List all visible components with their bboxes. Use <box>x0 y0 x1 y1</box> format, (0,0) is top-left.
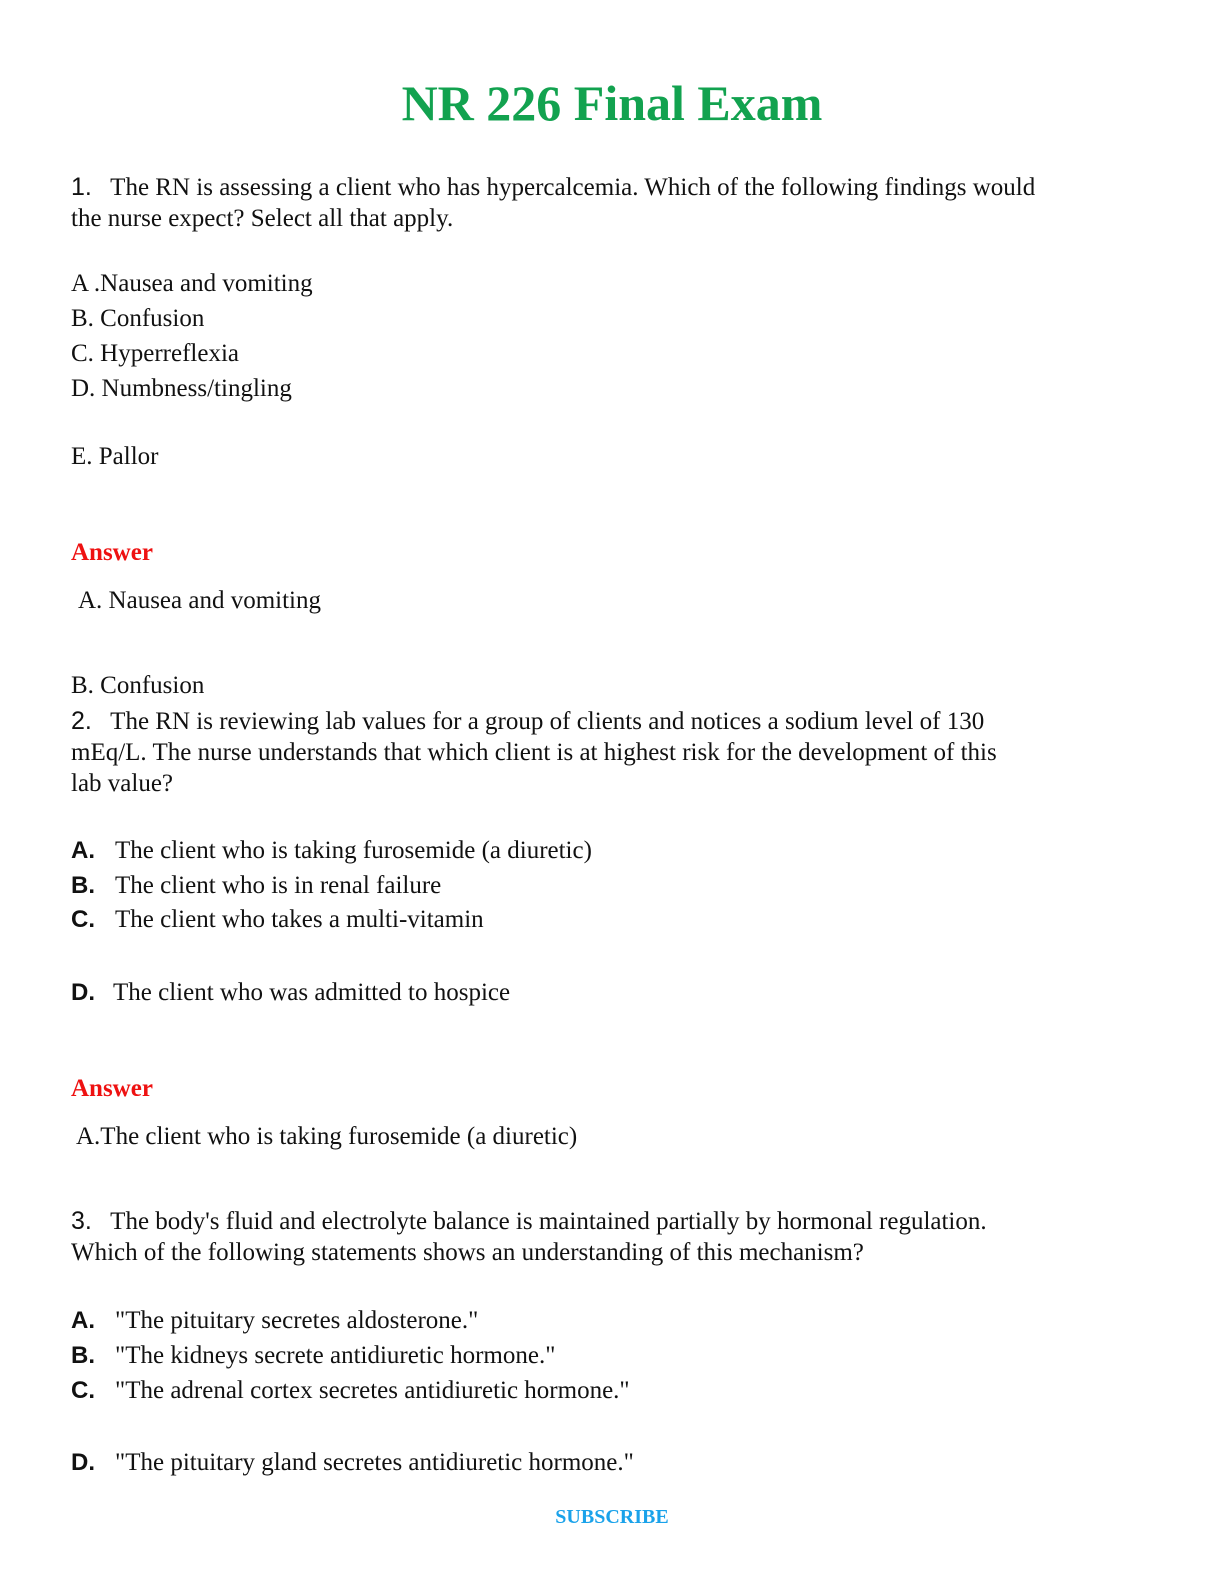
option-2d <box>71 977 510 1008</box>
question-3-line-2: Which of the following statements shows an understanding of this mechanism? <box>71 1239 864 1266</box>
option-3a <box>71 1305 478 1336</box>
answer-2a: A.The client who is taking furosemide (a diuretic) <box>76 1123 578 1150</box>
option-letter: C. <box>71 1377 95 1404</box>
question-2-line-2: mEq/L. The nurse understands that which client is at highest risk for the development of this <box>71 739 997 766</box>
question-3 <box>71 1206 987 1237</box>
option-text: "The kidneys secrete antidiuretic hormone." <box>115 1342 556 1369</box>
question-1 <box>71 172 1035 203</box>
option-1e: E. Pallor <box>71 443 159 470</box>
question-1-line-2: the nurse expect? Select all that apply. <box>71 205 454 232</box>
option-1a: A .Nausea and vomiting <box>71 270 313 297</box>
option-1d: D. Numbness/tingling <box>71 375 292 402</box>
option-letter: D. <box>71 979 95 1006</box>
question-2 <box>71 706 984 737</box>
answer-heading-1: Answer <box>71 539 153 566</box>
option-letter: A. <box>71 1307 95 1334</box>
option-1c: C. Hyperreflexia <box>71 340 239 367</box>
option-letter: A. <box>71 837 95 864</box>
option-3c <box>71 1375 630 1406</box>
option-1b: B. Confusion <box>71 305 205 332</box>
option-text: The client who is in renal failure <box>115 872 442 899</box>
question-number: 1. <box>71 173 92 201</box>
option-2b <box>71 870 441 901</box>
option-text: "The pituitary gland secretes antidiuretic hormone." <box>115 1449 634 1476</box>
question-text: The body's fluid and electrolyte balance is maintained partially by hormonal regulation. <box>110 1208 987 1235</box>
question-number: 2. <box>71 707 92 735</box>
option-text: The client who is taking furosemide (a diuretic) <box>115 837 592 864</box>
option-letter: C. <box>71 906 95 933</box>
option-3b <box>71 1340 555 1371</box>
option-text: "The adrenal cortex secretes antidiuretic hormone." <box>115 1377 630 1404</box>
option-text: The client who takes a multi-vitamin <box>115 906 484 933</box>
question-text: The RN is assessing a client who has hypercalcemia. Which of the following findings would <box>110 174 1036 201</box>
subscribe-link[interactable]: SUBSCRIBE <box>555 1506 669 1528</box>
answer-1b: B. Confusion <box>71 672 205 699</box>
option-2c <box>71 904 484 935</box>
option-3d <box>71 1447 634 1478</box>
answer-1a: A. Nausea and vomiting <box>78 587 322 614</box>
page-title: NR 226 Final Exam <box>401 75 823 131</box>
option-2a <box>71 835 592 866</box>
option-letter: B. <box>71 1342 95 1369</box>
option-letter: B. <box>71 872 95 899</box>
question-number: 3. <box>71 1207 92 1235</box>
option-text: The client who was admitted to hospice <box>113 979 511 1006</box>
answer-heading-2: Answer <box>71 1075 153 1102</box>
question-text: The RN is reviewing lab values for a group of clients and notices a sodium level of 130 <box>110 708 985 735</box>
question-2-line-3: lab value? <box>71 770 174 797</box>
option-letter: D. <box>71 1449 95 1476</box>
option-text: "The pituitary secretes aldosterone." <box>115 1307 479 1334</box>
